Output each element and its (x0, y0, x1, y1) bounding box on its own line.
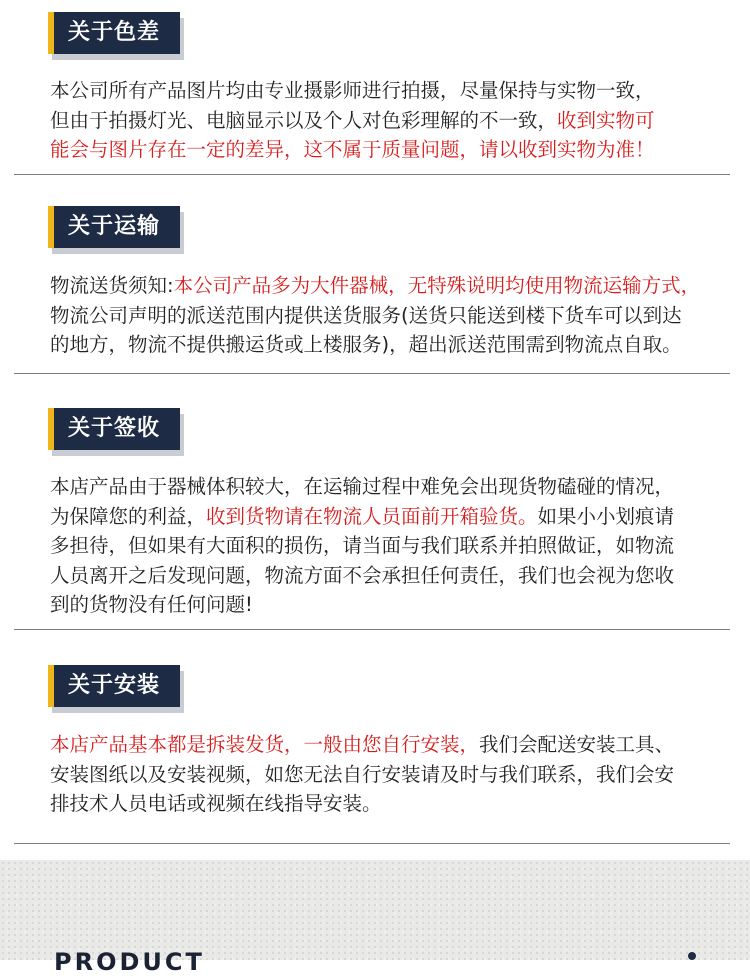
paragraph-line (50, 76, 722, 106)
divider (14, 843, 730, 844)
divider (14, 629, 730, 630)
highlight-text: 能会与图片存在一定的差异，这不属于质量问题，请以收到实物为准！ (50, 138, 655, 161)
body-text: 多担待，但如果有大面积的损伤，请当面与我们联系并拍照做证，如物流 (50, 534, 675, 557)
section-title: 关于安装 (48, 665, 180, 707)
paragraph-line (50, 590, 722, 620)
body-text: 到的货物没有任何问题! (50, 593, 253, 616)
product-heading: PRODUCT (54, 948, 205, 976)
section-title: 关于签收 (48, 408, 180, 450)
body-text: 我们会配送安装工具、 (479, 733, 675, 756)
body-text: 排技术人员电话或视频在线指导安装。 (50, 792, 382, 815)
paragraph-line (50, 760, 722, 790)
highlight-text: 本公司产品多为大件器械，无特殊说明均使用物流运输方式， (173, 274, 701, 297)
section-title-tag (48, 665, 184, 713)
body-text: 本公司所有产品图片均由专业摄影师进行拍摄，尽量保持与实物一致， (50, 79, 655, 102)
body-text: 人员离开之后发现问题，物流方面不会承担任何责任，我们也会视为您收 (50, 563, 675, 587)
paragraph-line (50, 271, 722, 301)
paragraph-line (50, 502, 722, 532)
dot-icon (688, 952, 696, 960)
body-text: 本店产品由于器械体积较大，在运输过程中难免会出现货物磕碰的情况， (50, 475, 675, 498)
paragraph-line (50, 730, 722, 760)
section-paragraph (50, 730, 722, 819)
paragraph-line (50, 330, 722, 360)
section-paragraph (50, 76, 722, 165)
section-title: 关于运输 (48, 206, 180, 248)
highlight-text: 收到实物可 (557, 108, 655, 132)
paragraph-line (50, 301, 722, 331)
body-text: 如果小小划痕请 (537, 504, 675, 528)
section-title: 关于色差 (48, 12, 180, 54)
body-text: 的地方，物流不提供搬运货或上楼服务)，超出派送范围需到物流点自取。 (50, 333, 682, 356)
product-banner (0, 860, 750, 976)
section-title-tag (48, 206, 184, 254)
body-text: 为保障您的利益， (50, 504, 207, 528)
paragraph-line (50, 561, 722, 591)
body-text: 物流送货须知: (50, 274, 174, 297)
section-paragraph (50, 472, 722, 620)
highlight-text: 收到货物请在物流人员面前开箱验货。 (206, 504, 538, 528)
paragraph-line (50, 135, 722, 165)
divider (14, 373, 730, 374)
highlight-text: 本店产品基本都是拆装发货，一般由您自行安装， (50, 733, 480, 756)
body-text: 物流公司声明的派送范围内提供送货服务(送货只能送到楼下货车可以到达 (50, 303, 682, 327)
section-paragraph (50, 271, 722, 360)
divider (14, 174, 730, 175)
body-text: 安装图纸以及安装视频，如您无法自行安装请及时与我们联系，我们会安 (50, 762, 675, 786)
paragraph-line (50, 472, 722, 502)
paragraph-line (50, 789, 722, 819)
section-title-tag (48, 12, 184, 60)
paragraph-line (50, 531, 722, 561)
paragraph-line (50, 106, 722, 136)
body-text: 但由于拍摄灯光、电脑显示以及个人对色彩理解的不一致， (50, 108, 558, 132)
section-title-tag (48, 408, 184, 456)
